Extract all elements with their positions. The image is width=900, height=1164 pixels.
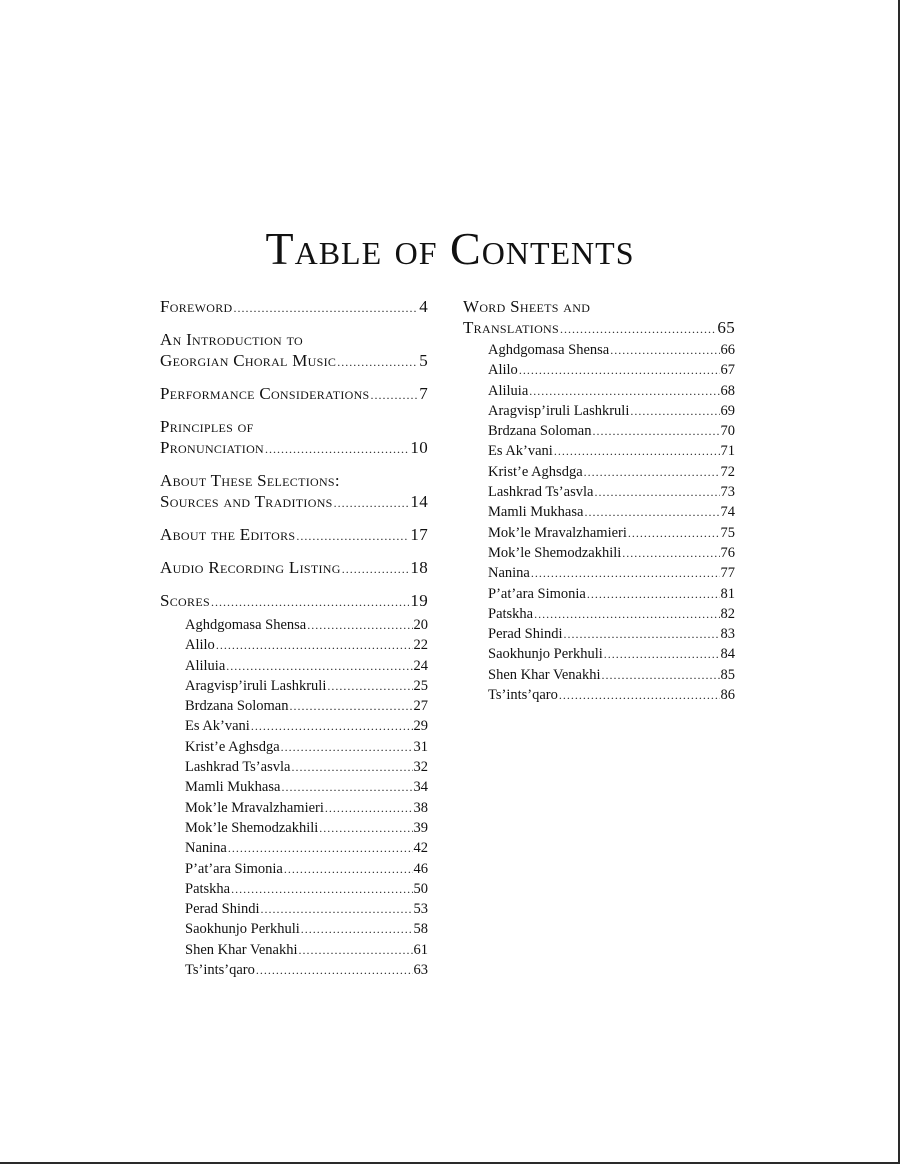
entry-title: Foreword — [160, 297, 233, 316]
dot-leader — [307, 615, 412, 635]
page-number: 20 — [413, 617, 428, 633]
entry-title: Mok’le Mravalzhamieri — [488, 524, 627, 541]
entry-title: Lashkrad Ts’asvla — [488, 484, 594, 501]
dot-leader — [211, 592, 409, 613]
entry-title: Ts’ints’qaro — [185, 962, 255, 979]
page-number: 25 — [413, 677, 428, 694]
page-number: 82 — [720, 605, 735, 622]
toc-entry[interactable] — [185, 615, 428, 635]
toc-entry[interactable] — [185, 960, 428, 980]
dot-leader — [534, 604, 719, 624]
dot-leader — [281, 777, 412, 797]
entry-title: Brdzana Soloman — [185, 698, 289, 715]
toc-entry[interactable] — [185, 777, 428, 797]
dot-leader — [628, 523, 720, 543]
page-number: 5 — [419, 351, 428, 370]
scores-sublist — [185, 615, 428, 980]
dot-leader — [216, 635, 413, 655]
entry-title: Aragvisp’iruli Lashkruli — [185, 677, 327, 694]
page-number: 63 — [413, 962, 428, 979]
entry-title: Sources and Traditions — [160, 492, 333, 511]
toc-entry[interactable] — [488, 563, 735, 583]
entry-title: Translations — [463, 318, 559, 337]
page-number: 67 — [720, 362, 735, 379]
toc-entry[interactable] — [488, 462, 735, 482]
page-number: 24 — [413, 657, 428, 674]
toc-entry[interactable] — [160, 350, 428, 373]
section-heading — [160, 329, 428, 373]
dot-leader — [319, 818, 412, 838]
page-number: 7 — [419, 384, 428, 403]
entry-title: Patskha — [185, 880, 231, 897]
contents-left-column — [160, 296, 428, 980]
page-number: 75 — [720, 524, 735, 541]
entry-title: Es Ak’vani — [185, 718, 250, 735]
toc-entry[interactable] — [463, 317, 735, 340]
toc-entry[interactable] — [488, 360, 735, 380]
word-sheets-sublist — [488, 340, 735, 705]
page-number: 66 — [720, 342, 735, 358]
toc-entry[interactable] — [185, 656, 428, 676]
dot-leader — [296, 526, 409, 547]
section-heading-line1: Word Sheets and — [463, 297, 591, 316]
entry-title: Scores — [160, 591, 210, 610]
page-number: 84 — [720, 646, 735, 663]
entry-title: Krist’e Aghsdga — [185, 738, 280, 755]
toc-entry[interactable] — [185, 635, 428, 655]
dot-leader — [226, 656, 412, 676]
contents-right-column — [463, 296, 735, 705]
section-heading — [160, 590, 428, 613]
page-number: 38 — [413, 799, 428, 816]
page-number: 77 — [720, 565, 735, 582]
dot-leader — [602, 665, 720, 685]
entry-title: Saokhunjo Perkhuli — [185, 921, 300, 938]
toc-entry[interactable] — [185, 798, 428, 818]
page-number: 72 — [720, 463, 735, 480]
dot-leader — [531, 563, 720, 583]
dot-leader — [559, 685, 720, 705]
page-number: 71 — [720, 443, 735, 460]
entry-title: Mok’le Shemodzakhili — [185, 819, 319, 836]
entry-title: Patskha — [488, 605, 534, 622]
section-heading-line1: Principles of — [160, 417, 254, 436]
section-heading — [463, 296, 735, 340]
entry-title: Nanina — [488, 565, 530, 582]
entry-title: Aghdgomasa Shensa — [488, 342, 610, 358]
page-number: 70 — [720, 423, 735, 440]
toc-entry[interactable] — [488, 543, 735, 563]
toc-entry[interactable] — [160, 557, 428, 580]
toc-entry[interactable] — [488, 604, 735, 624]
dot-leader — [564, 624, 720, 644]
section-heading — [160, 296, 428, 319]
page-number: 83 — [720, 626, 735, 643]
page-number: 10 — [410, 438, 428, 457]
dot-leader — [301, 919, 413, 939]
page-number: 39 — [413, 819, 428, 836]
page-number: 18 — [410, 558, 428, 577]
dot-leader — [327, 676, 412, 696]
toc-entry[interactable] — [185, 940, 428, 960]
page-title: Table of Contents — [265, 223, 635, 274]
entry-title: Shen Khar Venakhi — [185, 941, 298, 958]
dot-leader — [325, 798, 413, 818]
dot-leader — [291, 757, 412, 777]
entry-title: Nanina — [185, 840, 227, 857]
toc-entry[interactable] — [488, 665, 735, 685]
page-number: 27 — [413, 698, 428, 715]
dot-leader — [334, 493, 410, 514]
page-number: 85 — [720, 666, 735, 683]
toc-entry[interactable] — [160, 491, 428, 514]
dot-leader — [584, 502, 719, 522]
entry-title: Alilo — [185, 637, 215, 654]
dot-leader — [610, 340, 719, 360]
toc-entry[interactable] — [160, 437, 428, 460]
entry-title: P’at’ara Simonia — [488, 585, 586, 602]
entry-title: Perad Shindi — [185, 901, 260, 918]
page-number: 69 — [720, 402, 735, 419]
dot-leader — [256, 960, 413, 980]
dot-leader — [231, 879, 412, 899]
dot-leader — [281, 737, 413, 757]
toc-entry[interactable] — [160, 383, 428, 406]
dot-leader — [529, 381, 719, 401]
toc-entry[interactable] — [488, 624, 735, 644]
toc-entry[interactable] — [488, 340, 735, 360]
toc-entry[interactable] — [488, 644, 735, 664]
entry-title: Alilo — [488, 362, 518, 379]
page-number: 32 — [413, 759, 428, 776]
toc-entry[interactable] — [185, 696, 428, 716]
dot-leader — [265, 439, 409, 460]
page-number: 14 — [410, 492, 428, 511]
toc-entry[interactable] — [488, 401, 735, 421]
toc-entry[interactable] — [185, 879, 428, 899]
toc-entry[interactable] — [160, 524, 428, 547]
dot-leader — [593, 421, 720, 441]
toc-entry[interactable] — [185, 737, 428, 757]
entry-title: About the Editors — [160, 525, 296, 544]
toc-entry[interactable] — [185, 859, 428, 879]
page-number: 50 — [413, 880, 428, 897]
entry-title: Performance Considerations — [160, 384, 370, 403]
entry-title: Georgian Choral Music — [160, 351, 337, 370]
page-number: 17 — [410, 525, 428, 544]
toc-entry[interactable] — [488, 685, 735, 705]
page-number: 65 — [717, 318, 735, 337]
entry-title: Mok’le Mravalzhamieri — [185, 799, 324, 816]
toc-entry[interactable] — [488, 381, 735, 401]
dot-leader — [228, 838, 413, 858]
dot-leader — [594, 482, 719, 502]
toc-entry[interactable] — [185, 818, 428, 838]
page-number: 53 — [413, 901, 428, 918]
dot-leader — [299, 940, 413, 960]
entry-title: Aliluia — [488, 382, 529, 399]
entry-title: Audio Recording Listing — [160, 558, 341, 577]
dot-leader — [290, 696, 413, 716]
page-number: 22 — [413, 637, 428, 654]
toc-entry[interactable] — [488, 523, 735, 543]
page-number: 81 — [720, 585, 735, 602]
entry-title: Aragvisp’iruli Lashkruli — [488, 402, 630, 419]
section-heading — [160, 524, 428, 547]
page-number: 46 — [413, 860, 428, 877]
dot-leader — [604, 644, 720, 664]
toc-entry[interactable] — [185, 919, 428, 939]
dot-leader — [371, 385, 419, 406]
toc-entry[interactable] — [185, 899, 428, 919]
toc-entry[interactable] — [488, 482, 735, 502]
page-number: 19 — [410, 591, 428, 610]
dot-leader — [261, 899, 413, 919]
page-number: 42 — [413, 840, 428, 857]
dot-leader — [337, 352, 418, 373]
toc-entry[interactable] — [185, 757, 428, 777]
dot-leader — [284, 859, 413, 879]
entry-title: Krist’e Aghsdga — [488, 463, 583, 480]
section-list — [463, 296, 735, 340]
dot-leader — [630, 401, 719, 421]
entry-title: Mamli Mukhasa — [488, 504, 584, 521]
toc-entry[interactable] — [488, 584, 735, 604]
page-number: 4 — [419, 297, 428, 316]
section-heading — [160, 470, 428, 514]
section-heading-line1: An Introduction to — [160, 330, 303, 349]
entry-title: Es Ak’vani — [488, 443, 553, 460]
page-number: 61 — [413, 941, 428, 958]
entry-title: Saokhunjo Perkhuli — [488, 646, 603, 663]
entry-title: Mok’le Shemodzakhili — [488, 544, 622, 561]
page-number: 31 — [413, 738, 428, 755]
page-number: 34 — [413, 779, 428, 796]
entry-title: Ts’ints’qaro — [488, 687, 558, 704]
toc-entry[interactable] — [185, 716, 428, 736]
dot-leader — [251, 716, 413, 736]
dot-leader — [560, 319, 716, 340]
section-list — [160, 296, 428, 613]
dot-leader — [584, 462, 720, 482]
section-heading — [160, 557, 428, 580]
entry-title: Pronunciation — [160, 438, 265, 457]
section-heading — [160, 416, 428, 460]
toc-entry[interactable] — [488, 502, 735, 522]
section-heading-line1: About These Selections: — [160, 471, 340, 490]
page-number: 68 — [720, 382, 735, 399]
toc-entry[interactable] — [488, 441, 735, 461]
entry-title: Brdzana Soloman — [488, 423, 592, 440]
entry-title: Mamli Mukhasa — [185, 779, 281, 796]
entry-title: Aliluia — [185, 657, 226, 674]
toc-entry[interactable] — [488, 421, 735, 441]
dot-leader — [234, 298, 419, 319]
dot-leader — [519, 360, 720, 380]
dot-leader — [587, 584, 720, 604]
page-number: 58 — [413, 921, 428, 938]
entry-title: Aghdgomasa Shensa — [185, 617, 307, 633]
toc-entry[interactable] — [160, 590, 428, 613]
toc-entry[interactable] — [160, 296, 428, 319]
dot-leader — [622, 543, 719, 563]
page-number: 73 — [720, 484, 735, 501]
toc-entry[interactable] — [185, 676, 428, 696]
toc-entry[interactable] — [185, 838, 428, 858]
entry-title: Lashkrad Ts’asvla — [185, 759, 291, 776]
page-number: 74 — [720, 504, 735, 521]
page-number: 29 — [413, 718, 428, 735]
page-number: 86 — [720, 687, 735, 704]
section-heading — [160, 383, 428, 406]
dot-leader — [554, 441, 720, 461]
entry-title: Perad Shindi — [488, 626, 563, 643]
page-number: 76 — [720, 544, 735, 561]
entry-title: Shen Khar Venakhi — [488, 666, 601, 683]
entry-title: P’at’ara Simonia — [185, 860, 283, 877]
dot-leader — [342, 559, 410, 580]
